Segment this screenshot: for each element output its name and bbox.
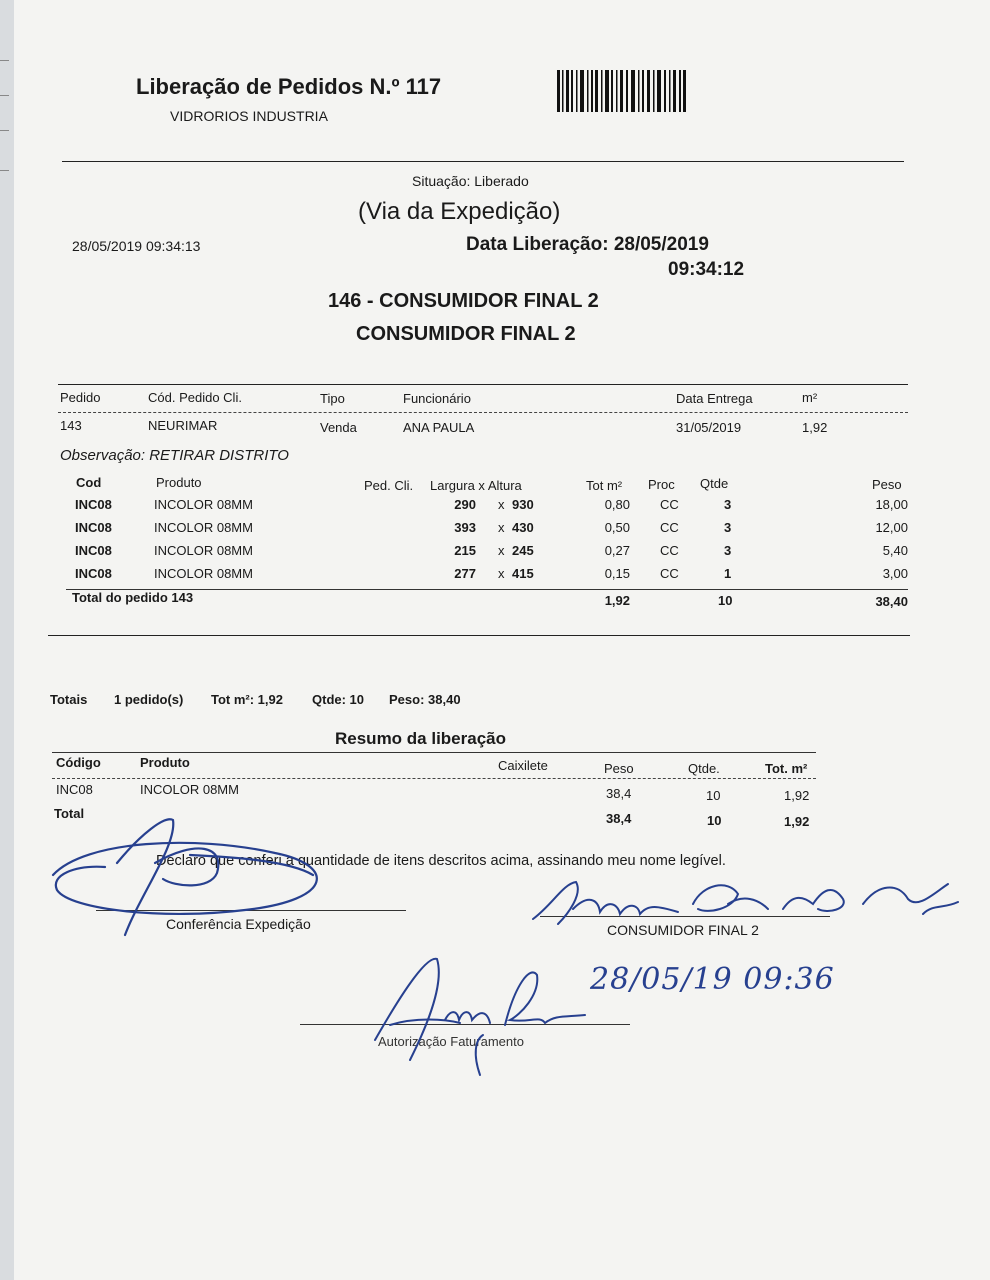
- order-total-weight: 38,40: [875, 594, 908, 609]
- items-header-weight: Peso: [872, 477, 902, 492]
- item-process: CC: [660, 497, 679, 512]
- section-divider: [48, 635, 910, 636]
- summary-weight: 38,4: [606, 786, 632, 801]
- totals-quantity: Qtde: 10: [312, 692, 365, 707]
- summary-header-code: Código: [56, 755, 101, 770]
- item-weight: 3,00: [882, 566, 908, 581]
- summary-header-weight: Peso: [604, 761, 634, 776]
- summary-quantity: 10: [706, 788, 721, 803]
- summary-total-quantity: 10: [707, 813, 722, 828]
- item-code: INC08: [75, 543, 112, 558]
- item-m2: 0,80: [604, 497, 630, 512]
- summary-total-weight: 38,4: [606, 811, 632, 826]
- item-process: CC: [660, 543, 679, 558]
- item-weight: 5,40: [882, 543, 908, 558]
- items-header-total-m2: Tot m²: [586, 478, 623, 493]
- item-m2: 0,50: [604, 520, 630, 535]
- item-x: x: [498, 543, 505, 558]
- conference-signature: [45, 815, 415, 945]
- header-divider: [62, 161, 904, 162]
- item-process: CC: [660, 520, 679, 535]
- item-product: INCOLOR 08MM: [154, 566, 253, 581]
- totals-weight: Peso: 38,40: [389, 692, 461, 707]
- col-header-type: Tipo: [320, 391, 345, 406]
- item-height: 415: [512, 566, 534, 581]
- client-code-name: 146 - CONSUMIDOR FINAL 2: [328, 290, 599, 312]
- order-header-divider: [58, 412, 908, 413]
- item-x: x: [498, 566, 505, 581]
- item-height: 430: [512, 520, 534, 535]
- col-header-delivery-date: Data Entrega: [676, 391, 753, 406]
- items-header-client-order: Ped. Cli.: [364, 478, 414, 493]
- order-type: Venda: [320, 420, 357, 435]
- situation-status: Situação: Liberado: [412, 173, 529, 189]
- item-quantity: 1: [724, 566, 732, 581]
- order-total-label: Total do pedido 143: [72, 590, 194, 605]
- summary-header-total-m2: Tot. m²: [765, 761, 808, 776]
- col-header-order: Pedido: [60, 390, 101, 405]
- authorization-signature: [355, 945, 615, 1085]
- item-width: 277: [454, 566, 476, 581]
- barcode-icon: [557, 70, 687, 112]
- item-quantity: 3: [724, 497, 732, 512]
- summary-code: INC08: [56, 782, 93, 797]
- authorization-label: Autorização Faturamento: [378, 1034, 524, 1049]
- summary-total-m2: 1,92: [784, 814, 810, 829]
- item-product: INCOLOR 08MM: [154, 497, 253, 512]
- items-header-process: Proc: [648, 477, 675, 492]
- release-date: Data Liberação: 28/05/2019: [466, 234, 709, 255]
- summary-total-label: Total: [54, 806, 85, 821]
- employee-name: ANA PAULA: [403, 420, 475, 435]
- item-width: 290: [454, 497, 476, 512]
- item-m2: 0,27: [604, 543, 630, 558]
- print-datetime: 28/05/2019 09:34:13: [72, 238, 201, 254]
- item-code: INC08: [75, 566, 112, 581]
- item-product: INCOLOR 08MM: [154, 543, 253, 558]
- client-order-code: NEURIMAR: [148, 418, 218, 433]
- copy-designation: (Via da Expedição): [358, 198, 561, 225]
- item-x: x: [498, 520, 505, 535]
- page-edge: [0, 0, 14, 1280]
- item-height: 245: [512, 543, 534, 558]
- client-signature-label: CONSUMIDOR FINAL 2: [607, 922, 759, 938]
- item-weight: 12,00: [875, 520, 908, 535]
- summary-header-frame: Caixilete: [498, 758, 548, 773]
- summary-product: INCOLOR 08MM: [140, 782, 239, 797]
- conference-label: Conferência Expedição: [166, 916, 311, 932]
- declaration-text: Declaro que conferi a quantidade de itens descritos acima, assinando meu nome legível.: [156, 853, 726, 869]
- summary-header-product: Produto: [140, 755, 190, 770]
- item-x: x: [498, 497, 505, 512]
- item-weight: 18,00: [875, 497, 908, 512]
- item-code: INC08: [75, 497, 112, 512]
- items-header-dimensions: Largura x Altura: [430, 478, 522, 493]
- order-total-m2: 1,92: [604, 593, 630, 608]
- delivery-date: 31/05/2019: [676, 420, 742, 435]
- item-width: 215: [454, 543, 476, 558]
- summary-top-rule: [52, 752, 816, 753]
- document-title: Liberação de Pedidos N.º 117: [136, 74, 442, 99]
- release-time: 09:34:12: [668, 259, 745, 280]
- order-table-top-rule: [58, 384, 908, 385]
- totals-orders: 1 pedido(s): [114, 692, 184, 707]
- col-header-client-order-code: Cód. Pedido Cli.: [148, 390, 242, 405]
- item-quantity: 3: [724, 520, 732, 535]
- col-header-employee: Funcionário: [403, 391, 471, 406]
- totals-m2: Tot m²: 1,92: [211, 692, 283, 707]
- summary-m2: 1,92: [784, 788, 810, 803]
- handwritten-date: 28/05/19 09:36: [590, 962, 835, 997]
- order-total-quantity: 10: [718, 593, 733, 608]
- order-m2: 1,92: [802, 420, 828, 435]
- client-signature: [528, 874, 968, 934]
- order-number: 143: [60, 418, 82, 433]
- summary-header-divider: [52, 778, 816, 779]
- item-width: 393: [454, 520, 476, 535]
- items-header-code: Cod: [76, 475, 102, 490]
- item-product: INCOLOR 08MM: [154, 520, 253, 535]
- item-process: CC: [660, 566, 679, 581]
- observation: Observação: RETIRAR DISTRITO: [60, 447, 289, 464]
- items-header-quantity: Qtde: [700, 476, 729, 491]
- item-quantity: 3: [724, 543, 732, 558]
- totals-label: Totais: [50, 692, 88, 707]
- summary-header-quantity: Qtde.: [688, 761, 720, 776]
- company-name: VIDRORIOS INDUSTRIA: [170, 108, 328, 124]
- item-m2: 0,15: [604, 566, 630, 581]
- summary-title: Resumo da liberação: [335, 729, 507, 748]
- item-height: 930: [512, 497, 534, 512]
- item-code: INC08: [75, 520, 112, 535]
- col-header-m2: m²: [802, 390, 818, 405]
- items-header-product: Produto: [156, 475, 202, 490]
- client-name: CONSUMIDOR FINAL 2: [356, 323, 576, 345]
